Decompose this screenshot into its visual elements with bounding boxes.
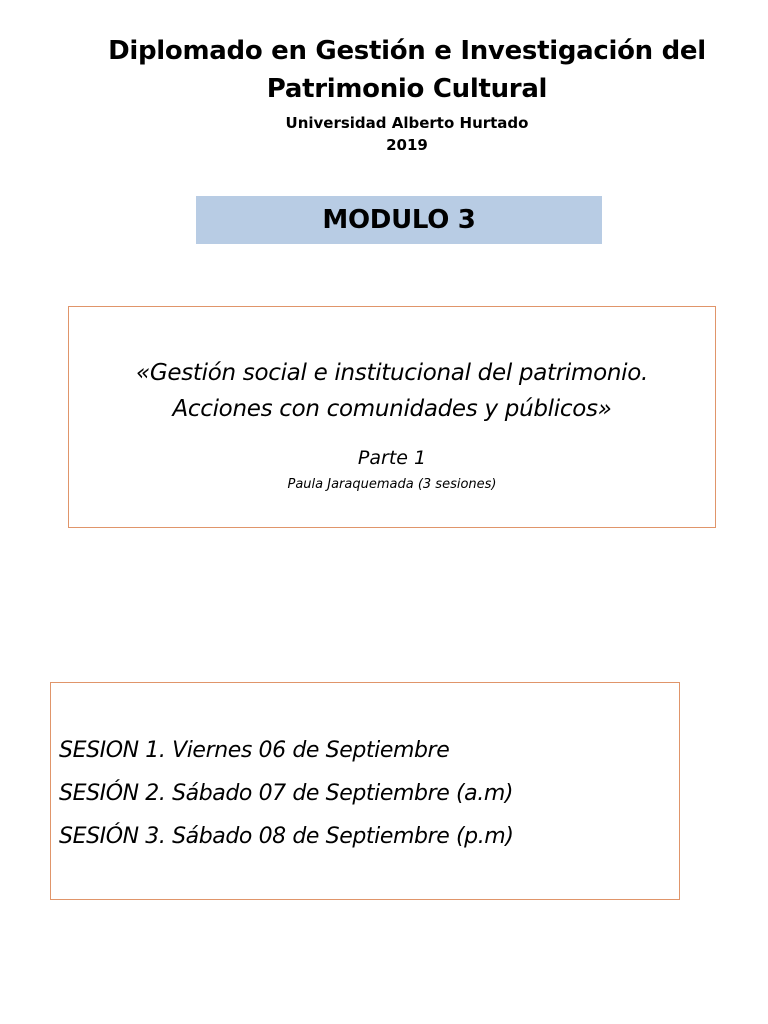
topic-part: Parte 1 [357, 447, 427, 469]
topic-title-line-2: Acciones con comunidades y públicos» [172, 396, 612, 422]
session-item-3: SESIÓN 3. Sábado 08 de Septiembre (p.m) [59, 824, 514, 849]
session-item-1: SESION 1. Viernes 06 de Septiembre [59, 738, 450, 763]
topic-author-sessions: Paula Jaraquemada (3 sesiones) [287, 477, 497, 492]
topic-title [69, 355, 715, 427]
module-banner [196, 196, 602, 244]
session-list [51, 683, 679, 858]
sessions-box [50, 682, 680, 900]
institution-name: Universidad Alberto Hurtado [285, 114, 529, 132]
document-header [40, 32, 768, 156]
course-title-line-1: Diplomado en Gestión e Investigación del [108, 36, 706, 66]
course-year: 2019 [386, 136, 428, 154]
topic-box [68, 306, 716, 528]
topic-title-line-1: «Gestión social e institucional del patrimonio. [135, 360, 649, 386]
module-label: MODULO 3 [322, 205, 476, 235]
session-item-2: SESIÓN 2. Sábado 07 de Septiembre (a.m) [59, 781, 514, 806]
course-title-line-2: Patrimonio Cultural [266, 74, 548, 104]
